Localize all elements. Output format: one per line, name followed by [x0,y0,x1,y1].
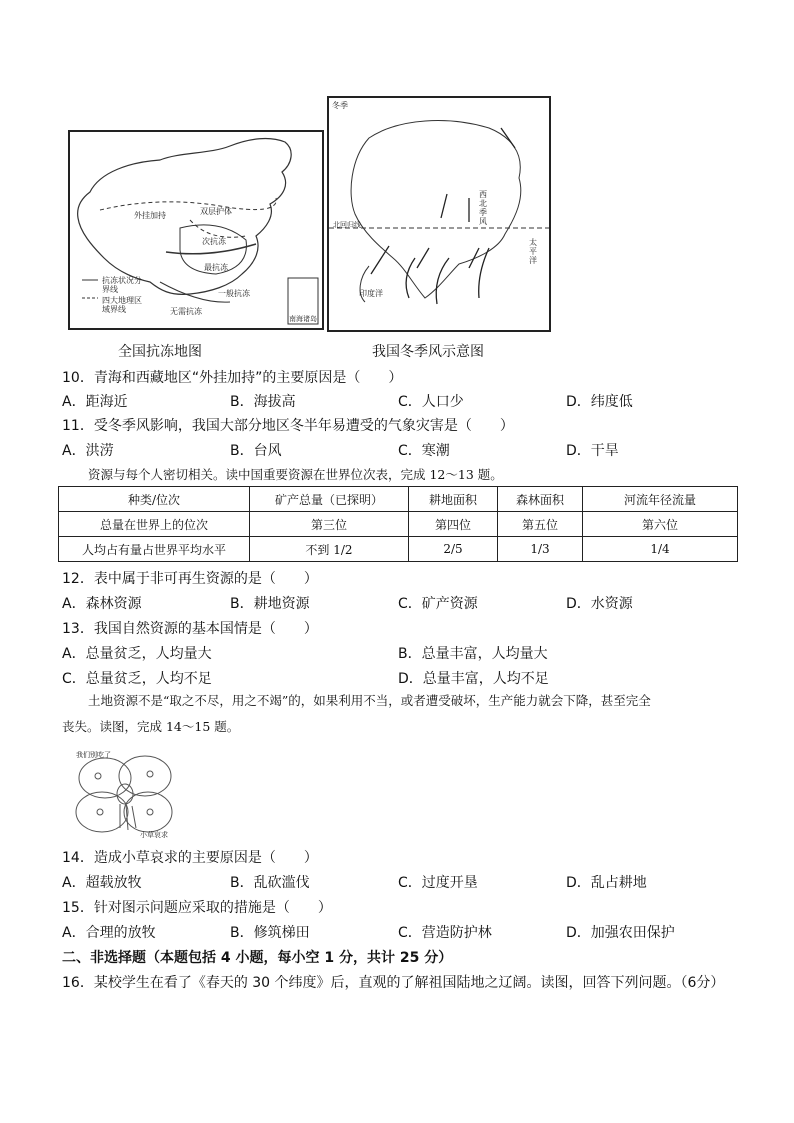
q14-options [62,872,732,892]
map1-label-yiban: 一般抗冻 [218,289,250,298]
table-cell: 第五位 [498,512,583,537]
cartoon-top-text: 我们别吃了 [76,751,111,759]
q12-option-b[interactable]: B．耕地资源 [230,596,310,612]
q12-option-a[interactable]: A．森林资源 [62,596,142,612]
map1-label-waigua: 外挂加持 [134,211,166,220]
map1-label-ci: 次抗冻 [202,237,226,246]
q12-option-c[interactable]: C．矿产资源 [398,596,478,612]
q14-option-d[interactable]: D．乱占耕地 [566,875,647,891]
map1-legend-2: 四大地理区域界线 [102,296,142,314]
q14-option-c[interactable]: C．过度开垦 [398,875,478,891]
table-cell: 总量在世界上的位次 [59,512,250,537]
map1-inset-label: 南海诸岛 [289,315,317,323]
map2-pacific: 太平洋 [529,238,537,265]
q12-option-d[interactable]: D．水资源 [566,596,633,612]
q15-stem: 15．针对图示问题应采取的措施是（ ） [62,900,332,916]
q12-stem: 12．表中属于非可再生资源的是（ ） [62,571,318,587]
q12-options [62,593,732,613]
table-row [59,512,738,537]
q11-option-a[interactable]: A．洪涝 [62,443,114,459]
table-cell: 2/5 [409,537,498,562]
q15-options [62,922,732,942]
q13-option-c[interactable]: C．总量贫乏，人均不足 [62,671,212,687]
map2-season: 冬季 [332,101,348,110]
table-cell: 不到 1/2 [250,537,409,562]
table-cell: 1/3 [498,537,583,562]
q13-option-b[interactable]: B．总量丰富，人均量大 [398,646,548,662]
map2-monsoon: 西北季风 [479,190,487,226]
map1-label-zuikang: 最抗冻 [204,263,228,272]
table-cell: 第六位 [583,512,738,537]
q13-options-row2 [62,668,732,688]
q10-option-b[interactable]: B．海拔高 [230,394,296,410]
q11-option-d[interactable]: D．干旱 [566,443,619,459]
q13-option-a[interactable]: A．总量贫乏，人均量大 [62,646,212,662]
table-header-cell: 河流年径流量 [583,487,738,512]
resource-rank-table [58,486,738,562]
table-cell: 第三位 [250,512,409,537]
q10-option-d[interactable]: D．纬度低 [566,394,633,410]
table-header-row [59,487,738,512]
q13-option-d[interactable]: D．总量丰富，人均不足 [398,671,549,687]
map1-legend-1: 抗冻状况分界线 [102,276,142,294]
q14-stem: 14．造成小草哀求的主要原因是（ ） [62,850,318,866]
q11-option-c[interactable]: C．寒潮 [398,443,450,459]
section-2-heading: 二、非选择题（本题包括 4 小题，每小空 1 分，共计 25 分） [62,950,453,966]
q10-option-a[interactable]: A．距海近 [62,394,128,410]
table-cell: 1/4 [583,537,738,562]
q13-stem: 13．我国自然资源的基本国情是（ ） [62,621,318,637]
q16-stem: 16．某校学生在看了《春天的 30 个纬度》后，直观的了解祖国陆地之辽阔。读图，回答下列问题。（6分） [62,975,725,991]
map2-tropic: 北回归线 [333,221,361,229]
q14-option-a[interactable]: A．超载放牧 [62,875,142,891]
table-cell: 第四位 [409,512,498,537]
table-header-cell: 森林面积 [498,487,583,512]
table-header-cell: 耕地面积 [409,487,498,512]
map2-ocean: 印度洋 [359,289,383,298]
table-header-cell: 矿产总量（已探明） [250,487,409,512]
table-header-cell: 种类/位次 [59,487,250,512]
map1-caption: 全国抗冻地图 [118,344,202,360]
grass-cartoon-drawing [70,748,180,840]
winter-monsoon-map [327,96,551,332]
intro-14-15-line2: 丧失。读图，完成 14～15 题。 [62,719,240,734]
intro-14-15-line1: 土地资源不是“取之不尽，用之不竭”的，如果利用不当，或者遭受破坏，生产能力就会下降，甚至完全 [88,693,651,708]
q10-option-c[interactable]: C．人口少 [398,394,464,410]
cartoon-bottom-text: 小草哀求 [140,831,168,839]
q15-option-d[interactable]: D．加强农田保护 [566,925,675,941]
q11-option-b[interactable]: B．台风 [230,443,282,459]
q10-options [62,391,732,411]
q11-options [62,440,732,460]
q10-stem: 10．青海和西藏地区“外挂加持”的主要原因是（ ） [62,370,403,386]
q13-options-row1 [62,643,732,663]
q15-option-c[interactable]: C．营造防护林 [398,925,492,941]
q11-stem: 11．受冬季风影响，我国大部分地区冬半年易遭受的气象灾害是（ ） [62,418,514,434]
cold-resistance-map [68,130,324,330]
table-row [59,537,738,562]
q15-option-a[interactable]: A．合理的放牧 [62,925,156,941]
grass-cartoon [70,748,180,840]
map2-caption: 我国冬季风示意图 [372,344,484,360]
map1-label-shuangjia: 双层护体 [200,207,232,216]
q14-option-b[interactable]: B．乱砍滥伐 [230,875,310,891]
q15-option-b[interactable]: B．修筑梯田 [230,925,310,941]
table-cell: 人均占有量占世界平均水平 [59,537,250,562]
intro-12-13: 资源与每个人密切相关。读中国重要资源在世界位次表，完成 12～13 题。 [88,467,503,482]
map1-label-wugao: 无需抗冻 [170,307,202,316]
